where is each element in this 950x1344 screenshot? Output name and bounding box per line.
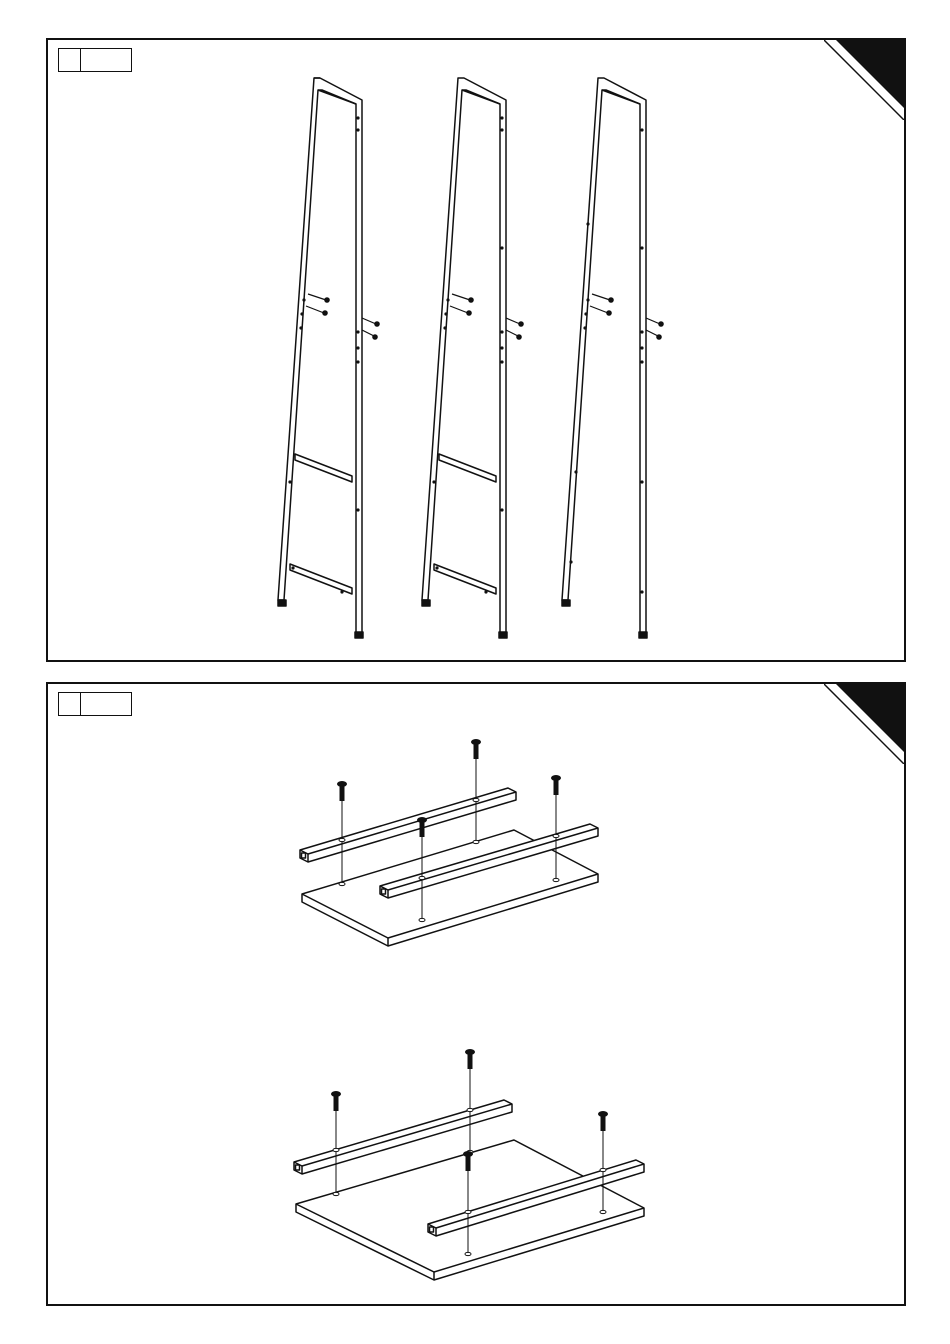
foot-cap xyxy=(278,600,286,606)
foot-cap xyxy=(355,632,363,638)
crossbar-lower xyxy=(434,564,496,594)
shelf-assembly-lower xyxy=(294,1049,644,1280)
screw-icon xyxy=(337,739,561,837)
screw-group xyxy=(306,294,379,339)
screw-group xyxy=(450,294,523,339)
side-frame-3 xyxy=(562,78,663,638)
step-panel-2 xyxy=(46,682,906,1306)
foot-cap xyxy=(562,600,570,606)
crossbar-lower xyxy=(290,564,352,594)
frames-illustration xyxy=(48,40,904,660)
frame-holes xyxy=(288,116,359,593)
side-frame-2 xyxy=(422,78,523,638)
shelves-illustration xyxy=(48,684,904,1304)
side-frame-1 xyxy=(278,78,379,638)
screw-group xyxy=(590,294,663,339)
shelf-assembly-upper xyxy=(300,739,598,946)
crossbar-upper xyxy=(439,454,496,482)
crossbar-upper xyxy=(295,454,352,482)
frame-holes xyxy=(569,128,643,593)
foot-cap xyxy=(639,632,647,638)
foot-cap xyxy=(422,600,430,606)
step-panel-1 xyxy=(46,38,906,662)
foot-cap xyxy=(499,632,507,638)
frame-holes xyxy=(432,116,503,593)
